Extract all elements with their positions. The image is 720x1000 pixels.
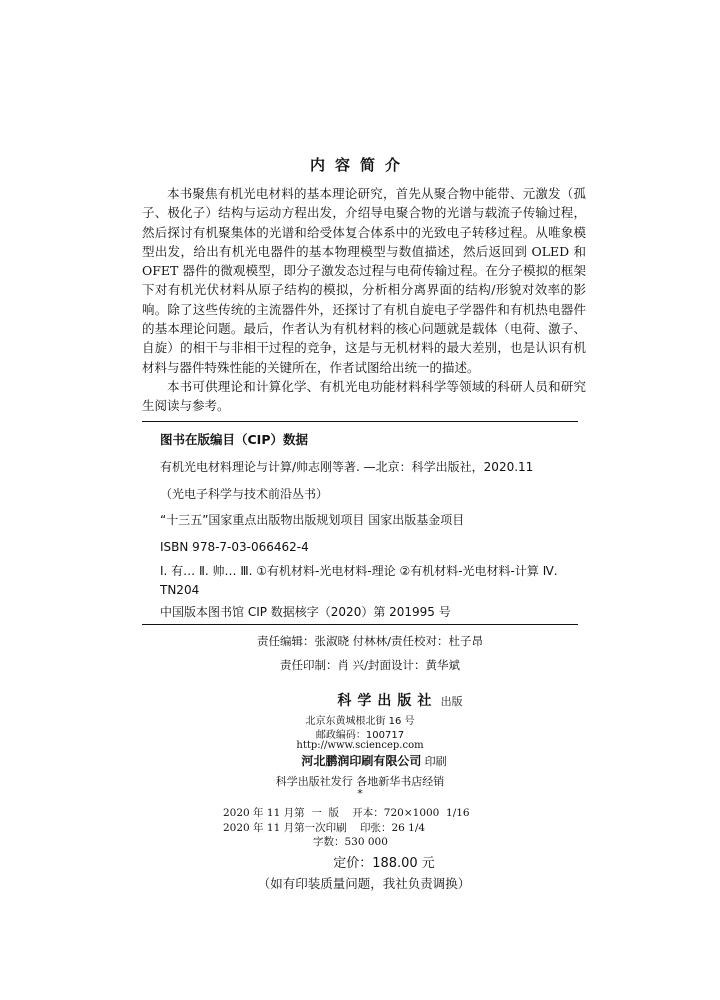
summary-paragraph-1: 本书聚焦有机光电材料的基本理论研究，首先从聚合物中能带、元激发（孤子、极化子）结构与运动方程出发，介绍导电聚合物的光谱与载流子传输过程，然后探讨有机聚集体的光谱和给受体复合体系中的光致电子转移过程。从唯象模型出发，给出有机光电器件的基本物理模型与数值描述，然后返回到 OLED 和 OFET 器件的微观模型，即分子激发态过程与电荷传输过程。在分子模拟的框架下对有机光伏材料从原子结构的模拟，分析相分离界面的结构/形貌对效率的影响。除了这些传统的主流器件外，还探讨了有机自旋电子学器件和有机热电器件的基本理论问题。最后，作者认为有机材料的核心问题就是载体（电荷、激子、自旋）的相干与非相干过程的竞争，这是与无机材料的最大差别，也是认识有机材料与器件特殊性能的关键所在，作者试图给出统一的描述。	[142, 186, 586, 375]
edition-line-2: 2020 年 11 月第一次印刷 印张：26 1/4	[223, 822, 426, 834]
quality-notice: （如有印装质量问题，我社负责调换）	[257, 876, 471, 891]
cip-heading: 图书在版编目（CIP）数据	[160, 432, 308, 447]
publisher-name: 科学出版社	[337, 693, 438, 709]
publisher-postcode: 邮政编码：100717	[315, 730, 405, 741]
publisher-address: 北京东黄城根北街 16 号	[305, 716, 415, 727]
word-count: 字数：530 000	[313, 836, 388, 848]
cip-bottom-rule	[142, 624, 578, 625]
edition-line-1: 2020 年 11 月第 一 版 开本：720×1000 1/16	[223, 807, 470, 819]
summary-paragraph-2: 本书可供理论和计算化学、有机光电功能材料科学等领域的科研人员和研究生阅读与参考。	[142, 378, 586, 414]
publisher-line	[0, 690, 720, 710]
editor-credits: 责任编辑：张淑晓 付林林/责任校对：杜子昂	[256, 634, 484, 648]
production-credits: 责任印制：肖 兴/封面设计：黄华斌	[279, 658, 461, 672]
cip-isbn-line: ISBN 978-7-03-066462-4	[160, 540, 309, 554]
summary-body	[142, 184, 586, 416]
publisher-website: http://www.sciencep.com	[296, 740, 424, 751]
price: 定价：188.00 元	[333, 856, 435, 871]
cip-classification-line: Ⅰ. 有… Ⅱ. 帅… Ⅲ. ①有机材料-光电材料-理论 ②有机材料-光电材料-计算 Ⅳ. TN204	[160, 564, 558, 597]
cip-title-line: 有机光电材料理论与计算/帅志刚等著. —北京：科学出版社，2020.11	[160, 460, 534, 474]
cip-series-line: （光电子科学与技术前沿丛书）	[160, 487, 329, 501]
separator-star: *	[357, 787, 363, 800]
cip-project-line: “十三五”国家重点出版物出版规划项目 国家出版基金项目	[160, 513, 465, 527]
summary-title: 内容简介	[309, 156, 410, 174]
cip-top-rule	[142, 421, 578, 422]
printer-name: 河北鹏润印刷有限公司	[301, 754, 422, 768]
cip-record-number: 中国版本图书馆 CIP 数据核字（2020）第 201995 号	[160, 605, 451, 619]
printer-line	[0, 752, 720, 769]
distribution-line: 科学出版社发行 各地新华书店经销	[275, 775, 445, 788]
publisher-suffix: 出版	[440, 695, 463, 708]
printer-suffix: 印刷	[424, 755, 447, 768]
